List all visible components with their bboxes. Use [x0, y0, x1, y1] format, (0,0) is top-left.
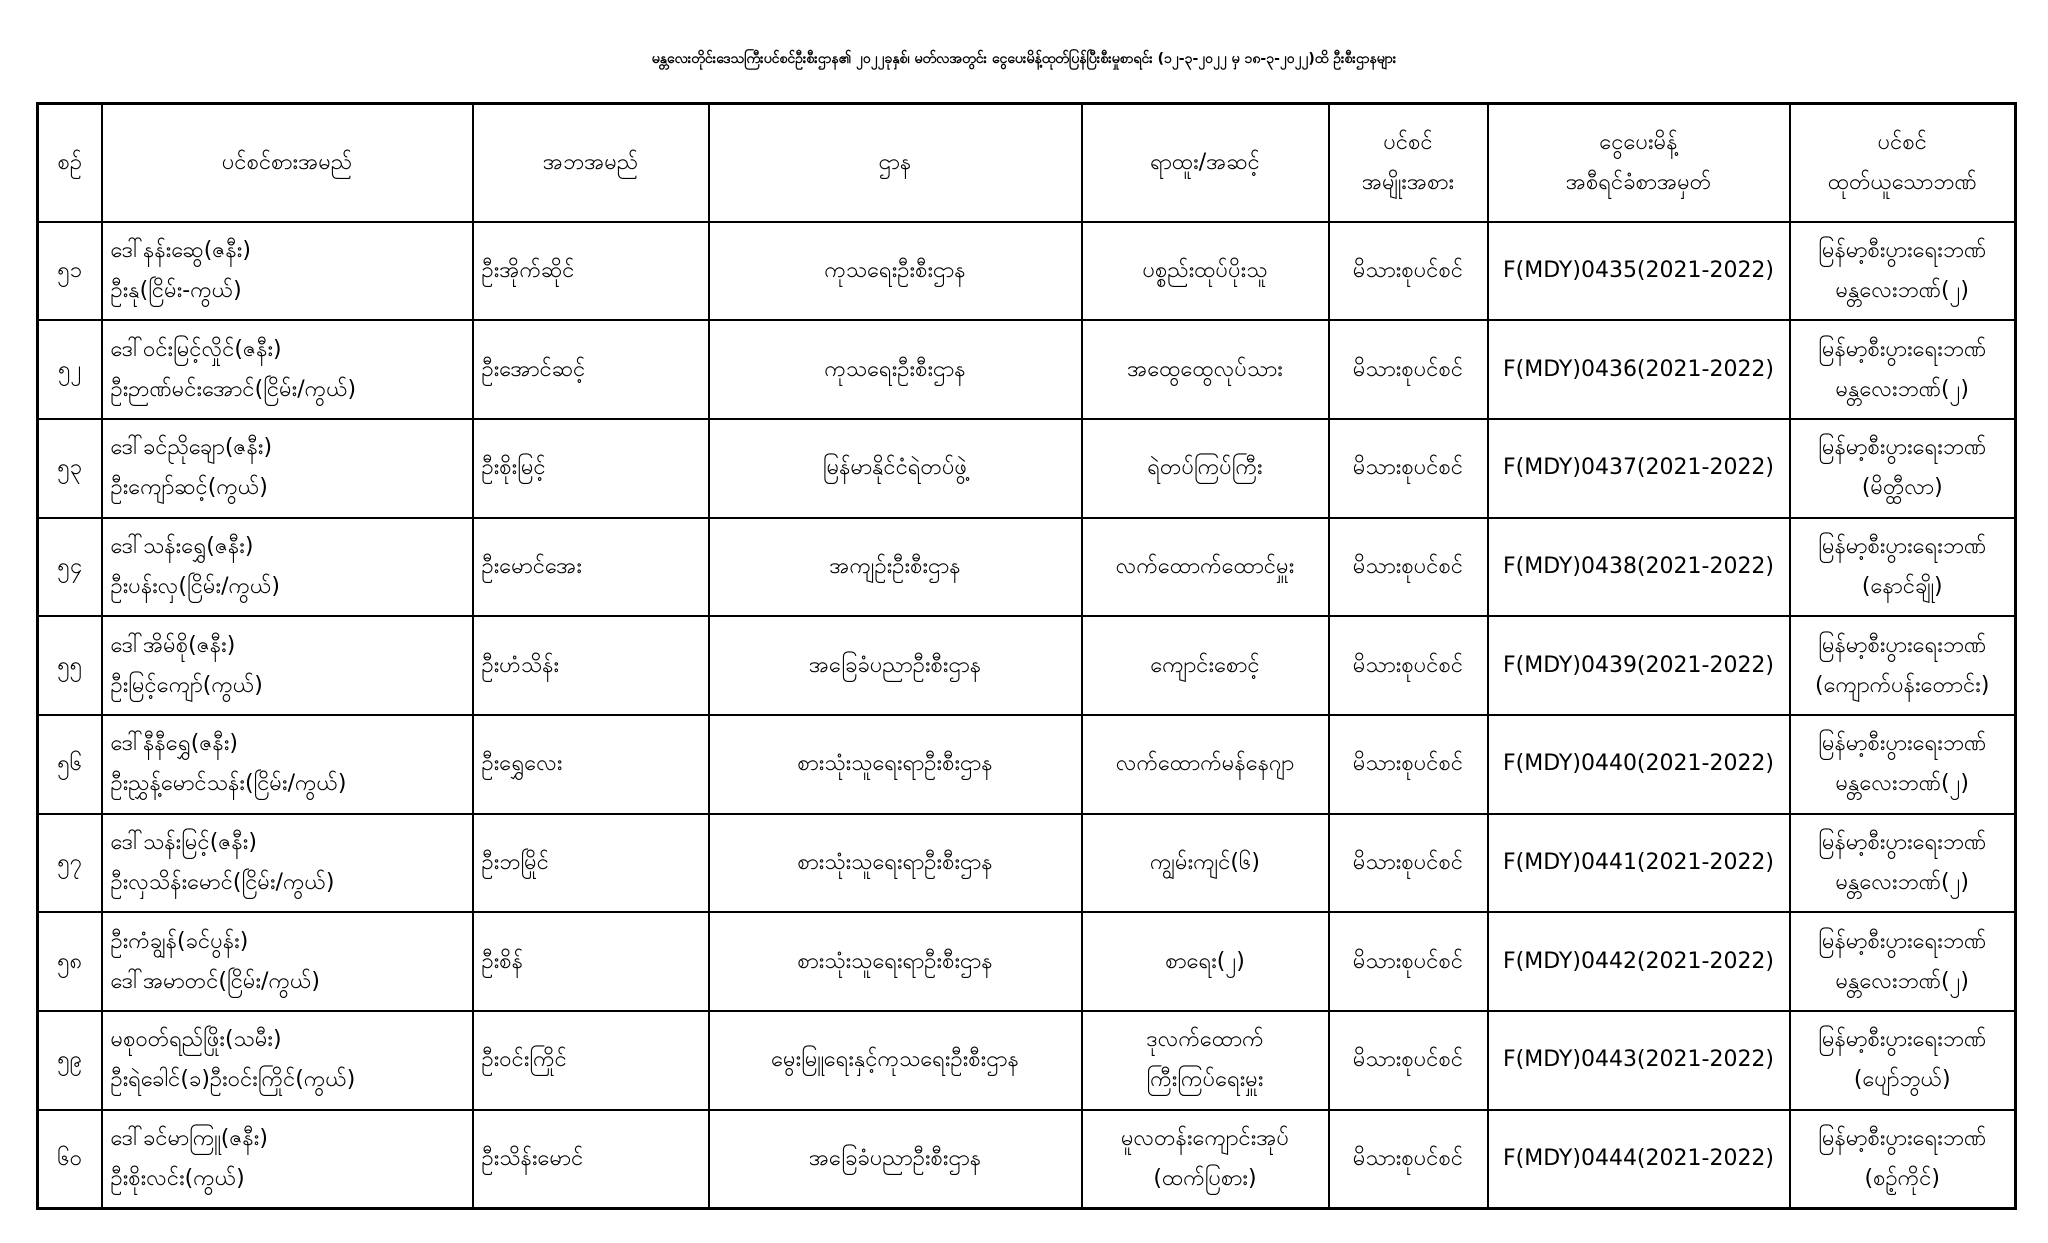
cell-line: ဒေါ်နန်းဆွေ(ဇနီး) — [110, 237, 251, 263]
cell-pensioner-name — [102, 715, 473, 814]
cell-line: ဒေါ်အိမ်စို(ဇနီး) — [110, 632, 236, 658]
cell-line: ဒေါ်အမာတင်(ငြိမ်း/ကွယ်) — [110, 968, 320, 994]
cell-father-name — [473, 715, 709, 814]
cell-position — [1082, 1011, 1329, 1110]
cell-line: ၅၈ — [57, 948, 83, 974]
cell-father-name — [473, 1110, 709, 1209]
col-header-village: ရာထူး/အဆင့် — [1082, 104, 1329, 222]
cell-order-number — [1488, 912, 1790, 1011]
cell-pension-type — [1329, 222, 1488, 321]
cell-line: မြန်မာ့စီးပွားရေးဘဏ် — [1818, 1027, 1987, 1053]
cell-position — [1082, 1110, 1329, 1209]
table-row — [38, 320, 2016, 419]
cell-line: ဦးဘမြိုင် — [481, 849, 549, 875]
cell-line: ဦးဝင်းကြိုင် — [481, 1047, 567, 1073]
cell-pensioner-name — [102, 419, 473, 518]
cell-order-number — [1488, 1110, 1790, 1209]
cell-line: မြန်မာနိုင်ငံရဲတပ်ဖွဲ့ — [822, 455, 968, 481]
cell-pension-type — [1329, 616, 1488, 715]
cell-line: F(MDY)0439(2021-2022) — [1502, 652, 1775, 678]
cell-father-name — [473, 320, 709, 419]
table-row — [38, 814, 2016, 913]
cell-line: F(MDY)0442(2021-2022) — [1502, 948, 1775, 974]
cell-serial-no — [38, 912, 102, 1011]
cell-line: ဒုလက်ထောက် — [1146, 1027, 1264, 1053]
cell-order-number — [1488, 518, 1790, 617]
cell-line: F(MDY)0443(2021-2022) — [1502, 1047, 1775, 1073]
cell-line: ပစ္စည်းထုပ်ပိုးသူ — [1142, 257, 1268, 283]
cell-department — [709, 1110, 1082, 1209]
cell-line: စားသုံးသူရေးရာဦးစီးဌာန — [797, 751, 993, 777]
cell-line: ဦးကံချွန်(ခင်ပွန်း) — [110, 928, 249, 954]
cell-line: ၅၆ — [57, 751, 83, 777]
cell-line: ၅၄ — [57, 553, 83, 579]
cell-father-name — [473, 222, 709, 321]
cell-line: မိသားစုပင်စင် — [1352, 1145, 1464, 1171]
table-row — [38, 222, 2016, 321]
cell-line: (ထက်ပြစား) — [1153, 1165, 1257, 1191]
cell-department — [709, 715, 1082, 814]
cell-department — [709, 419, 1082, 518]
col-header-no: စဉ် — [38, 104, 102, 222]
cell-line: ၅၇ — [57, 849, 83, 875]
cell-line: ကုသရေးဦးစီးဌာန — [824, 356, 966, 382]
cell-line: F(MDY)0438(2021-2022) — [1502, 553, 1775, 579]
cell-order-number — [1488, 715, 1790, 814]
cell-pension-type — [1329, 912, 1488, 1011]
cell-line: ဦးနု(ငြိမ်း-ကွယ်) — [110, 277, 242, 303]
cell-paying-bank — [1790, 1011, 2016, 1110]
table-body — [38, 222, 2016, 1209]
cell-line: ဦးပန်းလှ(ငြိမ်း/ကွယ်) — [110, 573, 280, 599]
cell-line: မိသားစုပင်စင် — [1352, 948, 1464, 974]
cell-order-number — [1488, 616, 1790, 715]
cell-line: ဦးညွှန့်မောင်သန်း(ငြိမ်း/ကွယ်) — [110, 771, 347, 797]
cell-line: မိသားစုပင်စင် — [1352, 652, 1464, 678]
cell-line: မူလတန်းကျောင်းအုပ် — [1120, 1125, 1290, 1151]
cell-position — [1082, 222, 1329, 321]
cell-order-number — [1488, 419, 1790, 518]
cell-pensioner-name — [102, 616, 473, 715]
cell-line: မြန်မာ့စီးပွားရေးဘဏ် — [1818, 237, 1987, 263]
cell-line: ၅၉ — [57, 1047, 83, 1073]
cell-position — [1082, 715, 1329, 814]
cell-pensioner-name — [102, 320, 473, 419]
cell-line: ၅၃ — [57, 455, 83, 481]
cell-line: စားသုံးသူရေးရာဦးစီးဌာန — [797, 849, 993, 875]
cell-pensioner-name — [102, 912, 473, 1011]
cell-line: ဦးစိန် — [481, 948, 524, 974]
cell-line: ဦးအိုက်ဆိုင် — [481, 257, 575, 283]
col-header-type: ပင်စင် အမျိုးအစား — [1329, 104, 1488, 222]
cell-line: မန္တလေးဘဏ်(၂) — [1835, 771, 1969, 797]
cell-serial-no — [38, 1011, 102, 1110]
cell-department — [709, 814, 1082, 913]
col-header-name: ပင်စင်စားအမည် — [102, 104, 473, 222]
cell-line: အကျဉ်းဦးစီးဌာန — [829, 553, 961, 579]
cell-department — [709, 1011, 1082, 1110]
cell-paying-bank — [1790, 912, 2016, 1011]
cell-paying-bank — [1790, 1110, 2016, 1209]
cell-line: ဦးရွှေလေး — [481, 751, 563, 777]
cell-position — [1082, 814, 1329, 913]
cell-department — [709, 222, 1082, 321]
cell-line: (ပျော်ဘွယ်) — [1853, 1067, 1951, 1093]
col-header-dept: ဌာန — [709, 104, 1082, 222]
cell-pension-type — [1329, 320, 1488, 419]
cell-line: ဦးစိုးလင်း(ကွယ်) — [110, 1165, 245, 1191]
cell-position — [1082, 518, 1329, 617]
cell-line: မြန်မာ့စီးပွားရေးဘဏ် — [1818, 731, 1987, 757]
cell-line: မိသားစုပင်စင် — [1352, 257, 1464, 283]
cell-line: အထွေထွေလုပ်သား — [1127, 356, 1283, 382]
cell-serial-no — [38, 419, 102, 518]
cell-line: ဒေါ်သန်းမြင့်(ဇနီး) — [110, 829, 257, 855]
cell-serial-no — [38, 222, 102, 321]
cell-line: စာရေး(၂) — [1165, 948, 1245, 974]
cell-serial-no — [38, 814, 102, 913]
pension-register-table — [36, 102, 2017, 1210]
cell-line: ဒေါ်ဝင်းမြင့်လှိုင်(ဇနီး) — [110, 336, 282, 362]
cell-line: ဦးသိန်းမောင် — [481, 1145, 584, 1171]
cell-line: (စဉ့်ကိုင်) — [1864, 1165, 1940, 1191]
cell-department — [709, 518, 1082, 617]
cell-line: F(MDY)0436(2021-2022) — [1502, 356, 1775, 382]
cell-pension-type — [1329, 814, 1488, 913]
cell-line: မစုဝတ်ရည်ဖြိုး(သမီး) — [110, 1027, 282, 1053]
cell-line: လက်ထောက်မန်နေဂျာ — [1115, 751, 1295, 777]
cell-line: အခြေခံပညာဦးစီးဌာန — [808, 652, 982, 678]
cell-line: F(MDY)0435(2021-2022) — [1502, 257, 1775, 283]
cell-line: (မိတ္ထီလာ) — [1861, 475, 1943, 501]
cell-order-number — [1488, 1011, 1790, 1110]
cell-position — [1082, 419, 1329, 518]
cell-position — [1082, 616, 1329, 715]
cell-serial-no — [38, 320, 102, 419]
cell-line: မြန်မာ့စီးပွားရေးဘဏ် — [1818, 1125, 1987, 1151]
cell-line: ဦးဟံသိန်း — [481, 652, 560, 678]
cell-line: F(MDY)0444(2021-2022) — [1502, 1145, 1775, 1171]
cell-line: ကျွမ်းကျင်(၆) — [1150, 849, 1260, 875]
table-row — [38, 419, 2016, 518]
cell-line: မြန်မာ့စီးပွားရေးဘဏ် — [1818, 435, 1987, 461]
col-header-form: ငွေပေးမိန့် အစီရင်ခံစာအမှတ် — [1488, 104, 1790, 222]
cell-pension-type — [1329, 419, 1488, 518]
cell-pensioner-name — [102, 814, 473, 913]
table-row — [38, 912, 2016, 1011]
cell-line: ဦးစိုးမြင့် — [481, 455, 546, 481]
table-header-row — [38, 104, 2016, 222]
cell-line: ၅၅ — [57, 652, 83, 678]
cell-position — [1082, 912, 1329, 1011]
cell-line: ဦးကျော်ဆင့်(ကွယ်) — [110, 475, 268, 501]
cell-line: မန္တလေးဘဏ်(၂) — [1835, 376, 1969, 402]
col-header-office: ပင်စင် ထုတ်ယူသောဘဏ် — [1790, 104, 2016, 222]
cell-paying-bank — [1790, 320, 2016, 419]
cell-position — [1082, 320, 1329, 419]
cell-line: မိသားစုပင်စင် — [1352, 849, 1464, 875]
cell-pensioner-name — [102, 518, 473, 617]
cell-order-number — [1488, 320, 1790, 419]
cell-line: လက်ထောက်ထောင်မှူး — [1115, 553, 1295, 579]
cell-line: ဒေါ်သန်းရွှေ(ဇနီး) — [110, 533, 254, 559]
cell-department — [709, 320, 1082, 419]
cell-line: ဒေါ်ခင်ညိုချော(ဇနီး) — [110, 435, 273, 461]
cell-father-name — [473, 912, 709, 1011]
cell-pension-type — [1329, 1011, 1488, 1110]
cell-line: မြန်မာ့စီးပွားရေးဘဏ် — [1818, 829, 1987, 855]
cell-line: ကုသရေးဦးစီးဌာန — [824, 257, 966, 283]
cell-order-number — [1488, 814, 1790, 913]
cell-line: ဦးမြင့်ကျော်(ကွယ်) — [110, 672, 263, 698]
cell-line: F(MDY)0437(2021-2022) — [1502, 455, 1775, 481]
cell-line: ကျောင်းစောင့် — [1150, 652, 1260, 678]
cell-serial-no — [38, 1110, 102, 1209]
cell-line: ၆၀ — [57, 1145, 83, 1171]
cell-pensioner-name — [102, 222, 473, 321]
cell-paying-bank — [1790, 814, 2016, 913]
cell-pensioner-name — [102, 1110, 473, 1209]
cell-father-name — [473, 616, 709, 715]
col-header-father: အဘအမည် — [473, 104, 709, 222]
cell-line: မြန်မာ့စီးပွားရေးဘဏ် — [1818, 632, 1987, 658]
cell-line: မွေးမြူရေးနှင့်ကုသရေးဦးစီးဌာန — [771, 1047, 1019, 1073]
cell-line: ၅၁ — [57, 257, 83, 283]
cell-department — [709, 616, 1082, 715]
cell-line: F(MDY)0441(2021-2022) — [1502, 849, 1775, 875]
cell-line: မန္တလေးဘဏ်(၂) — [1835, 869, 1969, 895]
page-title: မန္တလေးတိုင်းဒေသကြီးပင်စင်ဦးစီးဌာန၏ ၂၀၂၂ခုနှစ်၊ မတ်လအတွင်း ငွေပေးမိန့်ထုတ်ပြန်ပြီးစီးမှုစာရင်း (၁၂-၃-၂၀၂၂ မှ ၁၈-၃-၂၀၂၂)ထိ ဦးစီးဌာနများ — [651, 51, 1397, 67]
cell-paying-bank — [1790, 715, 2016, 814]
cell-father-name — [473, 518, 709, 617]
cell-line: ကြီးကြပ်ရေးမှူး — [1146, 1067, 1264, 1093]
cell-paying-bank — [1790, 222, 2016, 321]
cell-line: F(MDY)0440(2021-2022) — [1502, 751, 1775, 777]
cell-line: ဒေါ်နီနီရွှေ(ဇနီး) — [110, 731, 238, 757]
cell-department — [709, 912, 1082, 1011]
cell-serial-no — [38, 518, 102, 617]
cell-line: မိသားစုပင်စင် — [1352, 751, 1464, 777]
cell-father-name — [473, 814, 709, 913]
cell-paying-bank — [1790, 419, 2016, 518]
cell-line: ဒေါ်ခင်မာကြူ(ဇနီး) — [110, 1125, 268, 1151]
table-row — [38, 1011, 2016, 1110]
cell-pension-type — [1329, 715, 1488, 814]
cell-father-name — [473, 1011, 709, 1110]
cell-line: စားသုံးသူရေးရာဦးစီးဌာန — [797, 948, 993, 974]
cell-paying-bank — [1790, 616, 2016, 715]
cell-serial-no — [38, 715, 102, 814]
cell-line: (နောင်ချို) — [1861, 573, 1943, 599]
cell-line: အခြေခံပညာဦးစီးဌာန — [808, 1145, 982, 1171]
cell-serial-no — [38, 616, 102, 715]
cell-line: ဦးအောင်ဆင့် — [481, 356, 586, 382]
cell-pension-type — [1329, 1110, 1488, 1209]
cell-line: (ကျောက်ပန်းတောင်း) — [1815, 672, 1990, 698]
cell-pension-type — [1329, 518, 1488, 617]
cell-line: မြန်မာ့စီးပွားရေးဘဏ် — [1818, 336, 1987, 362]
cell-paying-bank — [1790, 518, 2016, 617]
table-row — [38, 715, 2016, 814]
cell-line: ဦးလှသိန်းမောင်(ငြိမ်း/ကွယ်) — [110, 869, 335, 895]
cell-line: မြန်မာ့စီးပွားရေးဘဏ် — [1818, 533, 1987, 559]
cell-line: မန္တလေးဘဏ်(၂) — [1835, 277, 1969, 303]
table-row — [38, 518, 2016, 617]
cell-line: မိသားစုပင်စင် — [1352, 553, 1464, 579]
cell-line: မြန်မာ့စီးပွားရေးဘဏ် — [1818, 928, 1987, 954]
cell-line: မိသားစုပင်စင် — [1352, 1047, 1464, 1073]
cell-pensioner-name — [102, 1011, 473, 1110]
cell-line: ၅၂ — [58, 356, 82, 382]
cell-order-number — [1488, 222, 1790, 321]
table-row — [38, 616, 2016, 715]
cell-line: မိသားစုပင်စင် — [1352, 356, 1464, 382]
cell-line: ဦးရဲခေါင်(ခ)ဦးဝင်းကြိုင်(ကွယ်) — [110, 1067, 356, 1093]
cell-line: ဦးမောင်အေး — [481, 553, 582, 579]
cell-father-name — [473, 419, 709, 518]
cell-line: ရဲတပ်ကြပ်ကြီး — [1147, 455, 1263, 481]
cell-line: ဦးဉာဏ်မင်းအောင်(ငြိမ်း/ကွယ်) — [110, 376, 357, 402]
table-row — [38, 1110, 2016, 1209]
cell-line: မိသားစုပင်စင် — [1352, 455, 1464, 481]
cell-line: မန္တလေးဘဏ်(၂) — [1835, 968, 1969, 994]
